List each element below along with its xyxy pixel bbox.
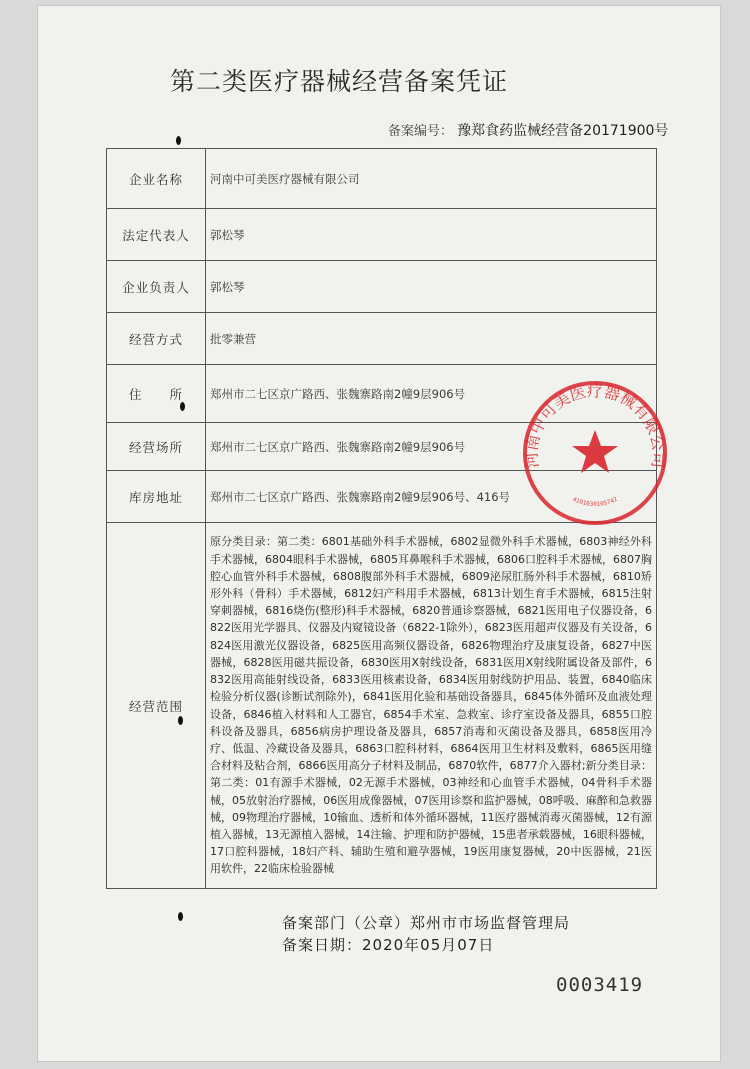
company-name-label: 企业名称 <box>107 149 206 209</box>
warehouse-address-label: 库房地址 <box>107 471 206 523</box>
legal-representative-label: 法定代表人 <box>107 209 206 261</box>
legal-representative-value: 郭松琴 <box>206 209 657 261</box>
seal-code: 4101030105742 <box>571 495 619 509</box>
business-scope-text: 原分类目录：第二类：6801基础外科手术器械，6802显微外科手术器械，6803神经外科手术器械，6804眼科手术器械，6805耳鼻喉科手术器械，6806口腔科手术器械，6807胸腔心血管外科手术器械，6808腹部外科手术器械，6809泌尿肛肠外科手术器械，6810矫形外科（骨科）手术器械，6812妇产科用手术器械，6813计划生育手术器械，6815注射穿刺器械，6816烧伤(整形)科手术器械，6820普通诊察器械，6821医用电子仪器设备，6822医用光学器具、仪器及内窥镜设备（6822-1除外），6823医用超声仪器及有关设备，6824医用激光仪器设备，6825医用高频仪器设备，6826物理治疗及康复设备，6827中医器械，6828医用磁共振设备，6830医用X射线设备，6831医用X射线附属设备及部件，6832医用高能射线设备，6833医用核素设备，6834医用射线防护用品、装置，6840临床检验分析仪器(诊断试剂除外)，6841医用化验和基础设备器具，6845体外循环及血液处理设备，6846植入材料和人工器官，6854手术室、急救室、诊疗室设备及器具，6855口腔科设备及器具，6856病房护理设备及器具，6857消毒和灭菌设备及器具，6858医用冷疗、低温、冷藏设备及器具，6863口腔科材料，6864医用卫生材料及敷料，6865医用缝合材料及粘合剂，6866医用高分子材料及制品，6870软件，6877介入器材;新分类目录：第二类：01有源手术器械，02无源手术器械，03神经和心血管手术器械，04骨科手术器械，05放射治疗器械，06医用成像器械，07医用诊察和监护器械，08呼吸、麻醉和急救器械，09物理治疗器械，10输血、透析和体外循环器械，11医疗器械消毒灭菌器械，12有源植入器械，13无源植入器械，14注输、护理和防护器械，15患者承载器械，16眼科器械，17口腔科器械，18妇产科、辅助生殖和避孕器械，19医用康复器械，20中医器械，21医用软件，22临床检验器械 <box>210 535 652 876</box>
seal-text: 河南中可美医疗器械有限公司 <box>521 381 669 470</box>
table-row <box>107 523 657 889</box>
table-row <box>107 313 657 365</box>
table-row <box>107 149 657 209</box>
domicile-label: 住 所 <box>107 365 206 423</box>
table-row <box>107 209 657 261</box>
business-scope-cell <box>206 523 657 889</box>
document-title: 第二类医疗器械经营备案凭证 <box>170 67 509 96</box>
svg-text:4101030105742 <box>571 496 619 508</box>
business-premises-value: 郑州市二七区京广路西、张魏寨路南2幢9层906号 <box>206 423 657 471</box>
company-head-label: 企业负责人 <box>107 261 206 313</box>
punch-hole-mark <box>178 912 183 921</box>
warehouse-address-value: 郑州市二七区京广路西、张魏寨路南2幢9层906号、416号 <box>206 471 657 523</box>
business-scope-label: 经营范围 <box>107 523 206 889</box>
filing-number-value: 豫郑食药监械经营备20171900号 <box>457 123 669 139</box>
filing-date: 备案日期：2020年05月07日 <box>282 936 495 954</box>
company-name-value: 河南中可美医疗器械有限公司 <box>206 149 657 209</box>
serial-number: 0003419 <box>556 974 644 996</box>
domicile-value: 郑州市二七区京广路西、张魏寨路南2幢9层906号 <box>206 365 657 423</box>
table-row <box>107 261 657 313</box>
filing-number <box>388 120 668 140</box>
business-mode-label: 经营方式 <box>107 313 206 365</box>
official-seal-icon <box>520 378 670 528</box>
business-premises-label: 经营场所 <box>107 423 206 471</box>
business-mode-value: 批零兼营 <box>206 313 657 365</box>
punch-hole-mark <box>176 136 181 145</box>
company-head-value: 郭松琴 <box>206 261 657 313</box>
filing-authority: 备案部门（公章）郑州市市场监督管理局 <box>282 914 571 932</box>
filing-number-label: 备案编号： <box>388 124 454 139</box>
